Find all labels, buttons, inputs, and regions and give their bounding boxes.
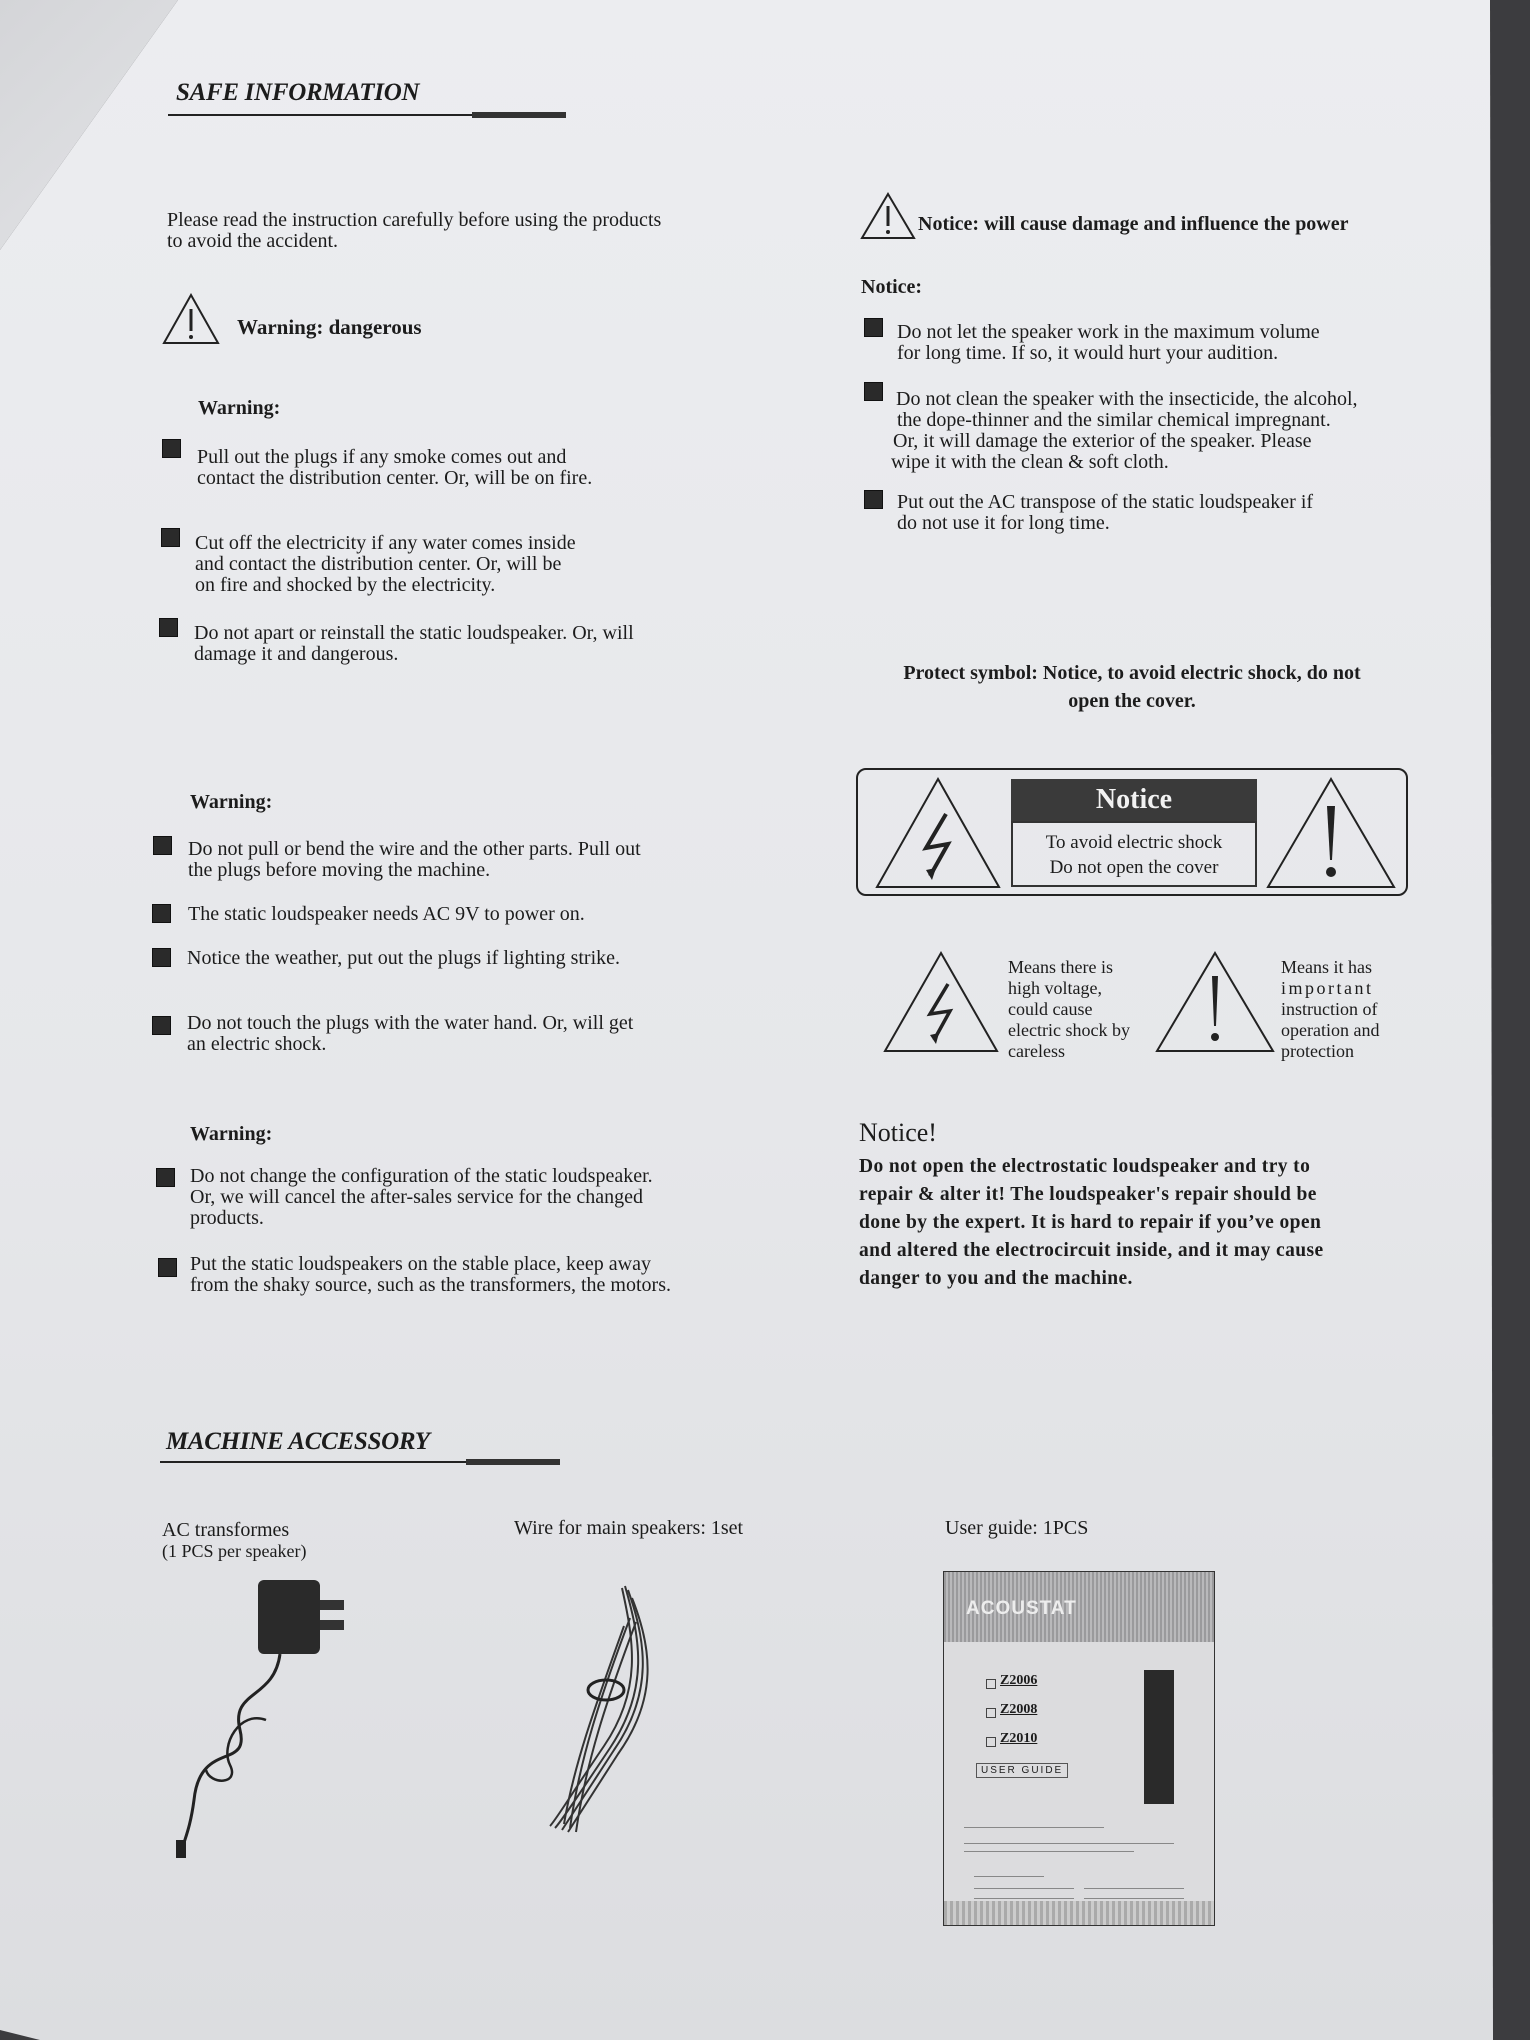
guide-text-line	[964, 1851, 1134, 1852]
accessory-title: MACHINE ACCESSORY	[166, 1428, 430, 1455]
user-guide-cover	[943, 1571, 1215, 1926]
checkbox-icon	[986, 1737, 996, 1747]
warning-item: Do not apart or reinstall the static loudspeaker. Or, will damage it and dangerous.	[194, 622, 634, 665]
bullet-square	[156, 1168, 175, 1187]
guide-model-1: Z2006	[1000, 1673, 1038, 1688]
warning-item: Put the static loudspeakers on the stable place, keep away from the shaky source, such as the transformers, the motors.	[190, 1253, 671, 1296]
warning-item: Notice the weather, put out the plugs if lighting strike.	[187, 947, 620, 969]
guide-brand-logo: ACOUSTAT	[966, 1598, 1077, 1619]
bullet-square	[152, 904, 171, 923]
final-notice-text: Do not open the electrostatic loudspeaker and try to repair & alter it! The loudspeaker's repair should be done by the expert. It is hard to repair if you’ve open and altered the electrocircuit inside, and it may cause danger to you and the machine.	[859, 1156, 1324, 1289]
warning-dangerous-heading: Warning: dangerous	[237, 315, 422, 339]
warning-item: Do not pull or bend the wire and the other parts. Pull out the plugs before moving the machine.	[188, 838, 641, 881]
notice-damage-heading: Notice: will cause damage and influence the power	[918, 213, 1349, 235]
warning-item: The static loudspeaker needs AC 9V to power on.	[188, 903, 585, 925]
guide-speaker-image	[1144, 1670, 1174, 1804]
notice-subheading: Notice:	[861, 276, 923, 298]
guide-text-line	[964, 1827, 1104, 1828]
bullet-square	[153, 836, 172, 855]
high-voltage-triangle-icon	[874, 776, 1002, 890]
warning-item: Cut off the electricity if any water comes inside and contact the distribution center. Or, will be on fire and shocked by the electricity.	[195, 532, 576, 596]
warning-triangle-icon	[162, 293, 220, 345]
notice-label-head: Notice	[1011, 779, 1257, 821]
warning-item: Do not change the configuration of the static loudspeaker. Or, we will cancel the after-sales service for the changed products.	[190, 1165, 653, 1229]
caution-triangle-icon	[860, 192, 916, 240]
warning-item: Do not touch the plugs with the water hand. Or, will get an electric shock.	[187, 1012, 634, 1055]
notice-item: Do not let the speaker work in the maximum volume for long time. If so, it would hurt your audition.	[897, 321, 1320, 364]
final-notice-title: Notice!	[859, 1118, 937, 1147]
notice-item: Do not clean the speaker with the insecticide, the alcohol, the dope-thinner and the similar chemical impregnant. Or, it will damage the exterior of the speaker. Please wipe it with the clean & soft cloth.	[891, 388, 1358, 473]
checkbox-icon	[986, 1679, 996, 1689]
safe-info-underline-bar	[472, 112, 566, 118]
exclamation-triangle-icon	[1265, 776, 1397, 890]
bullet-square	[864, 382, 883, 401]
accessory-underline-bar	[466, 1459, 560, 1465]
safe-info-title: SAFE INFORMATION	[176, 79, 420, 106]
safe-intro: Please read the instruction carefully before using the products to avoid the accident.	[167, 209, 662, 252]
warning-item: Pull out the plugs if any smoke comes out and contact the distribution center. Or, will be on fire.	[197, 446, 593, 489]
guide-cover-footer	[944, 1901, 1214, 1925]
high-voltage-small-triangle-icon	[882, 950, 1000, 1054]
accessory-ac-transformer: AC transformes (1 PCS per speaker)	[162, 1519, 307, 1561]
warning-heading-1: Warning:	[198, 397, 281, 419]
guide-text-line	[1084, 1898, 1184, 1899]
protect-symbol-text: Protect symbol: Notice, to avoid electric shock, do not open the cover.	[903, 662, 1361, 712]
ac-adapter-icon	[170, 1570, 360, 1860]
guide-caption: USER GUIDE	[976, 1763, 1068, 1778]
notice-item: Put out the AC transpose of the static loudspeaker if do not use it for long time.	[897, 491, 1314, 534]
accessory-wire: Wire for main speakers: 1set	[514, 1517, 744, 1539]
instruction-small-triangle-icon	[1154, 950, 1276, 1054]
means-high-voltage-text: Means there is high voltage, could cause electric shock by careless	[1008, 957, 1130, 1061]
bullet-square	[152, 1016, 171, 1035]
guide-text-line	[974, 1876, 1044, 1877]
guide-text-line	[964, 1843, 1174, 1844]
bullet-square	[864, 490, 883, 509]
bullet-square	[161, 528, 180, 547]
guide-text-line	[974, 1898, 1074, 1899]
guide-text-line	[1084, 1888, 1184, 1889]
bullet-square	[159, 618, 178, 637]
guide-model-2: Z2008	[1000, 1702, 1038, 1717]
bullet-square	[864, 318, 883, 337]
speaker-wire-icon	[540, 1578, 670, 1838]
warning-heading-2: Warning:	[190, 791, 273, 813]
means-instruction-text: Means it has important instruction of operation and protection	[1281, 957, 1380, 1061]
bullet-square	[158, 1258, 177, 1277]
accessory-user-guide: User guide: 1PCS	[945, 1517, 1089, 1539]
warning-heading-3: Warning:	[190, 1123, 273, 1145]
checkbox-icon	[986, 1708, 996, 1718]
guide-model-3: Z2010	[1000, 1731, 1038, 1746]
bullet-square	[162, 439, 181, 458]
notice-label-body: To avoid electric shock Do not open the cover	[1011, 821, 1257, 887]
bullet-square	[152, 948, 171, 967]
guide-text-line	[974, 1888, 1074, 1889]
